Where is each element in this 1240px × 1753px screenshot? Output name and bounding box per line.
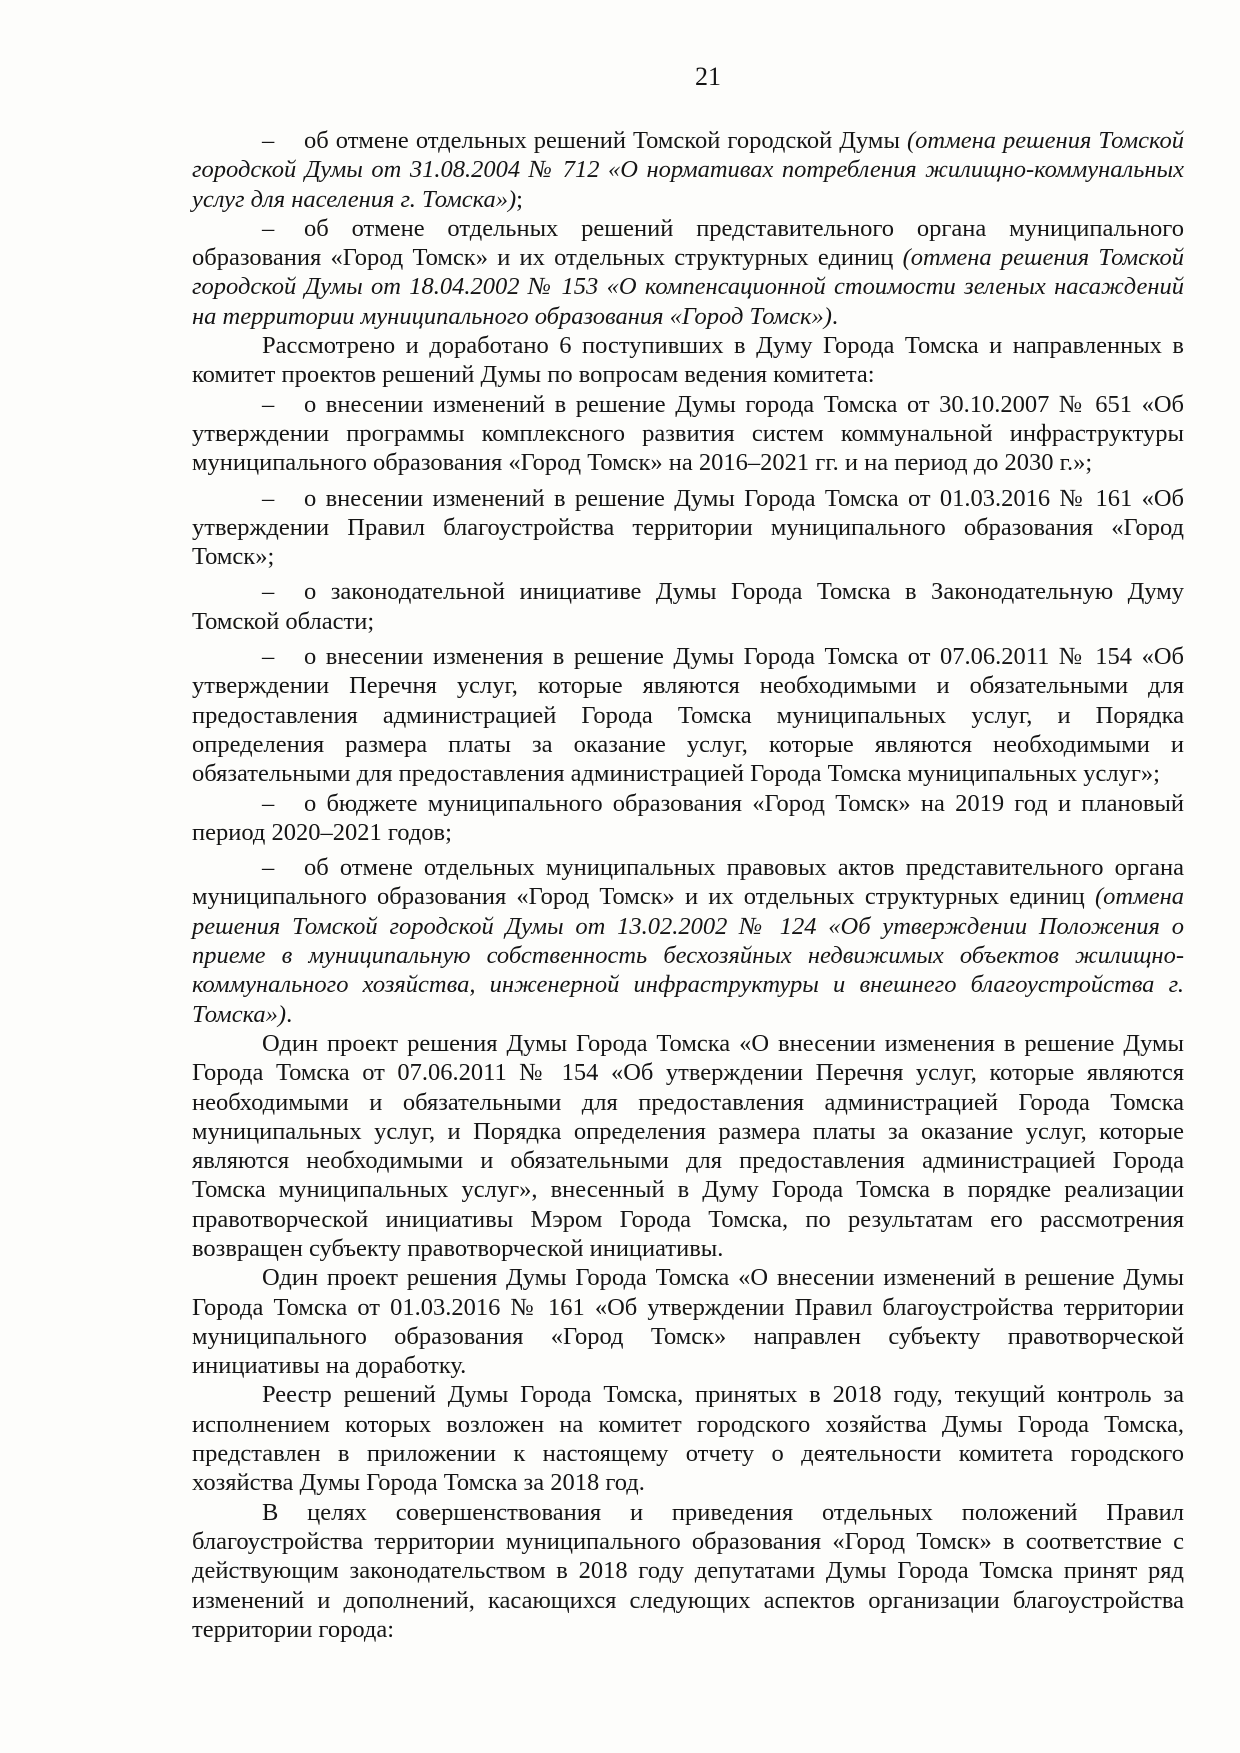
paragraph-italic: (отмена решения Томской городской Думы от 31.08.2004 № 712 «О нормативах потребления жилищно-коммунальных услуг для населения г. Томска») bbox=[192, 127, 1184, 213]
paragraph-text: о бюджете муниципального образования «Город Томск» на 2019 год и плановый период 2020–2021 годов; bbox=[192, 789, 1184, 846]
paragraph-text: Один проект решения Думы Города Томска «О внесении изменения в решение Думы Города Томска от 07.06.2011 № 154 «Об утверждении Перечня услуг, которые являются необходимыми и обязательными для предоставления администрацией Города Томска муниципальных услуг, и Порядка определения размера платы за оказание услуг, которые являются необходимыми и обязательными для предоставления администрацией Города Томска муниципальных услуг», внесенный в Думу Города Томска в порядке реализации правотворческой инициативы Мэром Города Томска, по результатам его рассмотрения возвращен субъекту правотворческой инициативы. bbox=[192, 1029, 1184, 1262]
paragraph-9 bbox=[192, 853, 1184, 1029]
paragraph-tail: . bbox=[831, 302, 839, 330]
paragraph-text: об отмене отдельных решений Томской городской Думы bbox=[304, 127, 907, 154]
paragraph-7 bbox=[192, 642, 1184, 788]
paragraph-2 bbox=[192, 214, 1184, 331]
paragraph-4 bbox=[192, 390, 1184, 478]
paragraph-italic: (отмена решения Томской городской Думы от 18.04.2002 № 153 «О компенсационной стоимости зеленых насаждений на территории муниципального образования «Город Томск») bbox=[192, 244, 1184, 330]
paragraph-12 bbox=[192, 1380, 1184, 1497]
paragraph-text: Один проект решения Думы Города Томска «О внесении изменений в решение Думы Города Томска от 01.03.2016 № 161 «Об утверждении Правил благоустройства территории муниципального образования «Город Томск» направлен субъекту правотворческой инициативы на доработку. bbox=[192, 1264, 1184, 1380]
list-dash: – bbox=[262, 484, 275, 512]
paragraph-10 bbox=[192, 1029, 1184, 1263]
paragraph-text: о внесении изменений в решение Думы Города Томска от 01.03.2016 № 161 «Об утверждении Правил благоустройства территории муниципального образования «Город Томск»; bbox=[192, 484, 1184, 571]
paragraph-5 bbox=[192, 484, 1184, 572]
paragraph-text: об отмене отдельных решений представительного органа муниципального образования «Город Томск» и их отдельных структурных единиц bbox=[192, 214, 1184, 272]
page-number: 21 bbox=[695, 62, 721, 91]
paragraph-6 bbox=[192, 577, 1184, 636]
paragraph-text: В целях совершенствования и приведения отдельных положений Правил благоустройства территории муниципального образования «Город Томск» в соответствие с действующим законодательством в 2018 году депутатами Думы Города Томска принят ряд изменений и дополнений, касающихся следующих аспектов организации благоустройства территории города: bbox=[192, 1498, 1184, 1643]
list-dash: – bbox=[262, 214, 275, 242]
list-dash: – bbox=[262, 854, 275, 882]
paragraph-text: о внесении изменений в решение Думы города Томска от 30.10.2007 № 651 «Об утверждении программы комплексного развития систем коммунальной инфраструктуры муниципального образования «Город Томск» на 2016–2021 гг. и на период до 2030 г.»; bbox=[192, 390, 1184, 477]
list-dash: – bbox=[262, 789, 275, 817]
list-dash: – bbox=[262, 643, 275, 671]
paragraph-italic: (отмена решения Томской городской Думы от 13.02.2002 № 124 «Об утверждении Положения о приеме в муниципальную собственность бесхозяйных недвижимых объектов жилищно-коммунального хозяйства, инженерной инфраструктуры и внешнего благоустройства г. Томска») bbox=[192, 883, 1184, 1028]
paragraph-11 bbox=[192, 1263, 1184, 1380]
paragraph-3 bbox=[192, 331, 1184, 390]
paragraph-text: о законодательной инициативе Думы Города Томска в Законодательную Думу Томской области; bbox=[192, 578, 1184, 635]
paragraph-8 bbox=[192, 789, 1184, 848]
paragraph-tail: ; bbox=[516, 185, 523, 213]
paragraph-1 bbox=[192, 126, 1184, 214]
paragraph-text: об отмене отдельных муниципальных правовых актов представительного органа муниципального образования «Город Томск» и их отдельных структурных единиц bbox=[192, 854, 1184, 911]
paragraph-tail: . bbox=[286, 1000, 293, 1028]
paragraph-text: Реестр решений Думы Города Томска, принятых в 2018 году, текущий контроль за исполнением которых возложен на комитет городского хозяйства Думы Города Томска, представлен в приложении к настоящему отчету о деятельности комитета городского хозяйства Думы Города Томска за 2018 год. bbox=[192, 1381, 1184, 1497]
paragraph-13 bbox=[192, 1498, 1184, 1644]
list-dash: – bbox=[262, 578, 275, 606]
paragraph-text: о внесении изменения в решение Думы Города Томска от 07.06.2011 № 154 «Об утверждении Перечня услуг, которые являются необходимыми и обязательными для предоставления администрацией Города Томска муниципальных услуг, и Порядка определения размера платы за оказание услуг, которые являются необходимыми и обязательными для предоставления администрацией Города Томска муниципальных услуг»; bbox=[192, 643, 1184, 788]
list-dash: – bbox=[262, 127, 275, 154]
paragraph-text: Рассмотрено и доработано 6 поступивших в Думу Города Томска и направленных в комитет проектов решений Думы по вопросам ведения комитета: bbox=[192, 332, 1184, 389]
list-dash: – bbox=[262, 390, 275, 418]
